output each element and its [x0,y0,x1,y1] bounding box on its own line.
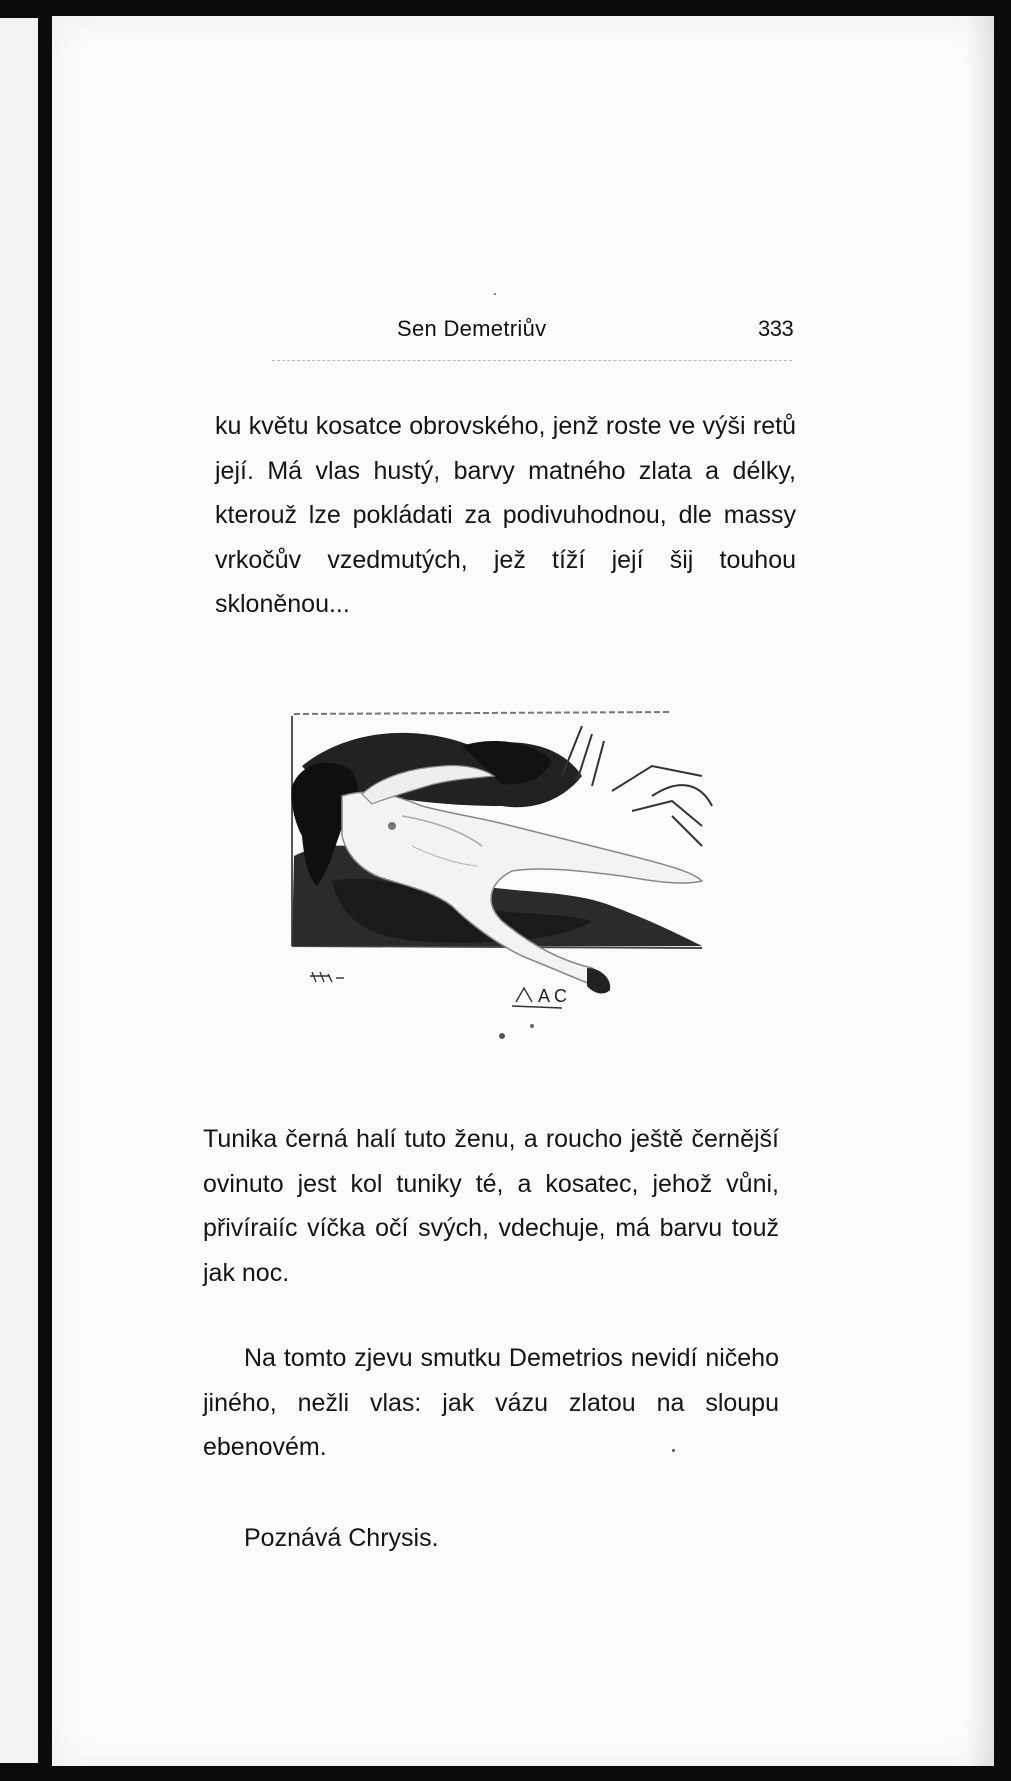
paragraph-3: Na tomto zjevu smutku Demetrios nevidí ničeho jiného, nežli vlas: jak vázu zlatou na sloupu ebenovém. [203,1344,779,1461]
running-head-title: Sen Demetriův [397,316,547,341]
paper-speck [494,293,496,295]
illustration-signature: A C [538,986,568,1006]
book-page [52,16,994,1766]
paragraph-2: Tunika černá halí tuto ženu, a roucho ještě černější ovinuto jest kol tuniky té, a kosatec, jehož vůni, přivíraiíc víčka očí svých, vdechuje, má barvu touž jak noc. [203,1125,779,1287]
engraving-illustration [232,706,792,1051]
paragraph-4: Poznává Chrysis. [244,1524,439,1552]
paragraph-1: ku květu kosatce obrovského, jenž roste ve výši retů její. Má vlas hustý, barvy matného zlata a délky, kterouž lze pokládati za podivuhodnou, dle massy vrkočův vzedmutých, jež tíží její šij touhou skloněnou... [215,412,796,618]
page-number: 333 [758,316,794,341]
header-rule [272,360,792,361]
paper-speck [672,1449,675,1452]
previous-page-edge [0,18,38,1763]
